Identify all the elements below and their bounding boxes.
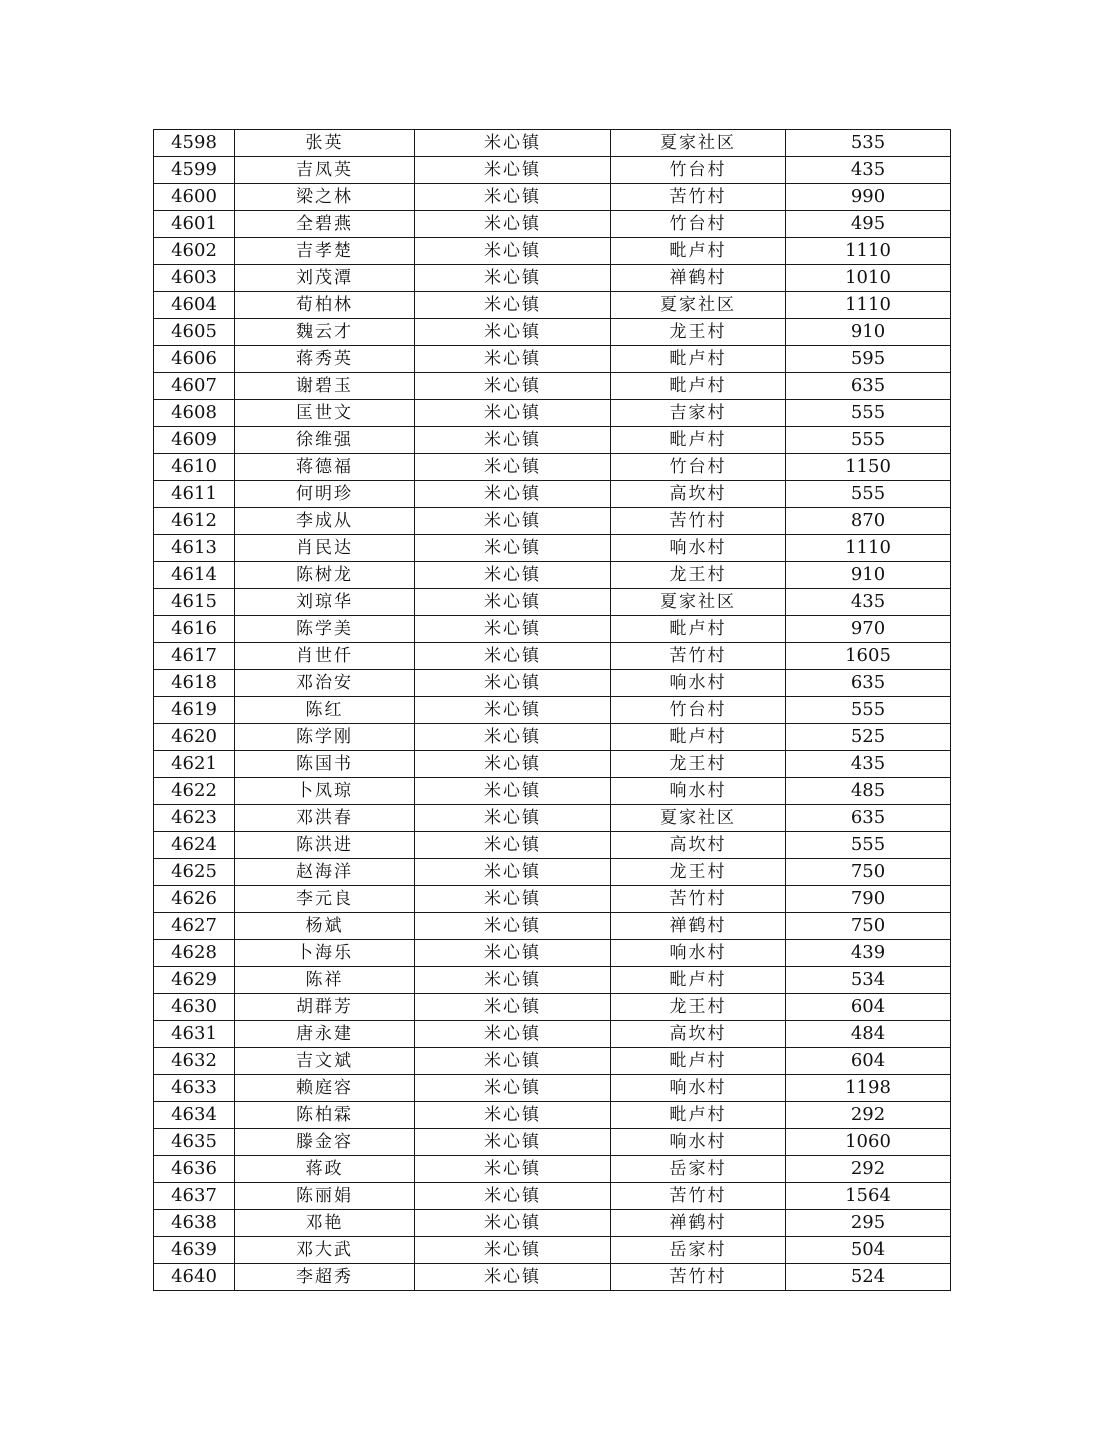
name-cell: 卜凤琼	[235, 778, 415, 805]
village-cell: 夏家社区	[611, 589, 786, 616]
table-row	[154, 832, 951, 859]
amount-cell: 495	[786, 211, 951, 238]
name-cell: 吉文斌	[235, 1048, 415, 1075]
id-cell: 4624	[154, 832, 235, 859]
table-row	[154, 562, 951, 589]
village-cell: 夏家社区	[611, 292, 786, 319]
village-cell: 苦竹村	[611, 508, 786, 535]
amount-cell: 435	[786, 751, 951, 778]
town-cell: 米心镇	[415, 886, 611, 913]
amount-cell: 1605	[786, 643, 951, 670]
table-row	[154, 508, 951, 535]
village-cell: 毗卢村	[611, 967, 786, 994]
id-cell: 4611	[154, 481, 235, 508]
id-cell: 4639	[154, 1237, 235, 1264]
amount-cell: 1110	[786, 292, 951, 319]
amount-cell: 990	[786, 184, 951, 211]
id-cell: 4637	[154, 1183, 235, 1210]
town-cell: 米心镇	[415, 670, 611, 697]
town-cell: 米心镇	[415, 535, 611, 562]
id-cell: 4613	[154, 535, 235, 562]
id-cell: 4630	[154, 994, 235, 1021]
village-cell: 毗卢村	[611, 427, 786, 454]
village-cell: 夏家社区	[611, 805, 786, 832]
town-cell: 米心镇	[415, 751, 611, 778]
village-cell: 竹台村	[611, 454, 786, 481]
town-cell: 米心镇	[415, 373, 611, 400]
table-row	[154, 670, 951, 697]
village-cell: 毗卢村	[611, 1048, 786, 1075]
village-cell: 苦竹村	[611, 184, 786, 211]
name-cell: 陈祥	[235, 967, 415, 994]
town-cell: 米心镇	[415, 265, 611, 292]
table-row	[154, 697, 951, 724]
amount-cell: 1564	[786, 1183, 951, 1210]
name-cell: 徐维强	[235, 427, 415, 454]
table-row	[154, 1021, 951, 1048]
name-cell: 赖庭容	[235, 1075, 415, 1102]
village-cell: 龙王村	[611, 859, 786, 886]
village-cell: 吉家村	[611, 400, 786, 427]
village-cell: 响水村	[611, 778, 786, 805]
id-cell: 4614	[154, 562, 235, 589]
id-cell: 4607	[154, 373, 235, 400]
name-cell: 赵海洋	[235, 859, 415, 886]
table-row	[154, 616, 951, 643]
table-row	[154, 1264, 951, 1291]
amount-cell: 485	[786, 778, 951, 805]
village-cell: 毗卢村	[611, 616, 786, 643]
name-cell: 吉孝楚	[235, 238, 415, 265]
name-cell: 杨斌	[235, 913, 415, 940]
table-row	[154, 751, 951, 778]
village-cell: 响水村	[611, 670, 786, 697]
table-row	[154, 346, 951, 373]
table-row	[154, 940, 951, 967]
id-cell: 4616	[154, 616, 235, 643]
town-cell: 米心镇	[415, 589, 611, 616]
amount-cell: 555	[786, 481, 951, 508]
table-row	[154, 1129, 951, 1156]
town-cell: 米心镇	[415, 994, 611, 1021]
village-cell: 高坎村	[611, 832, 786, 859]
village-cell: 毗卢村	[611, 724, 786, 751]
town-cell: 米心镇	[415, 292, 611, 319]
id-cell: 4632	[154, 1048, 235, 1075]
amount-cell: 1198	[786, 1075, 951, 1102]
village-cell: 龙王村	[611, 994, 786, 1021]
town-cell: 米心镇	[415, 778, 611, 805]
town-cell: 米心镇	[415, 805, 611, 832]
id-cell: 4626	[154, 886, 235, 913]
town-cell: 米心镇	[415, 697, 611, 724]
village-cell: 岳家村	[611, 1237, 786, 1264]
amount-cell: 1010	[786, 265, 951, 292]
id-cell: 4623	[154, 805, 235, 832]
amount-cell: 1110	[786, 238, 951, 265]
id-cell: 4640	[154, 1264, 235, 1291]
town-cell: 米心镇	[415, 724, 611, 751]
name-cell: 邓治安	[235, 670, 415, 697]
village-cell: 禅鹤村	[611, 1210, 786, 1237]
town-cell: 米心镇	[415, 1183, 611, 1210]
table-row	[154, 130, 951, 157]
village-cell: 毗卢村	[611, 238, 786, 265]
table-row	[154, 1210, 951, 1237]
table-row	[154, 724, 951, 751]
village-cell: 苦竹村	[611, 643, 786, 670]
amount-cell: 870	[786, 508, 951, 535]
name-cell: 刘琼华	[235, 589, 415, 616]
table-row	[154, 373, 951, 400]
id-cell: 4599	[154, 157, 235, 184]
name-cell: 谢碧玉	[235, 373, 415, 400]
table-row	[154, 643, 951, 670]
id-cell: 4618	[154, 670, 235, 697]
town-cell: 米心镇	[415, 454, 611, 481]
town-cell: 米心镇	[415, 1237, 611, 1264]
id-cell: 4610	[154, 454, 235, 481]
amount-cell: 555	[786, 427, 951, 454]
town-cell: 米心镇	[415, 562, 611, 589]
name-cell: 李超秀	[235, 1264, 415, 1291]
village-cell: 响水村	[611, 535, 786, 562]
table-row	[154, 427, 951, 454]
village-cell: 竹台村	[611, 697, 786, 724]
id-cell: 4609	[154, 427, 235, 454]
town-cell: 米心镇	[415, 1156, 611, 1183]
amount-cell: 295	[786, 1210, 951, 1237]
amount-cell: 439	[786, 940, 951, 967]
name-cell: 李成从	[235, 508, 415, 535]
name-cell: 肖世仟	[235, 643, 415, 670]
name-cell: 陈学美	[235, 616, 415, 643]
amount-cell: 484	[786, 1021, 951, 1048]
name-cell: 李元良	[235, 886, 415, 913]
village-cell: 毗卢村	[611, 346, 786, 373]
amount-cell: 1150	[786, 454, 951, 481]
amount-cell: 292	[786, 1156, 951, 1183]
table-row	[154, 1048, 951, 1075]
village-cell: 苦竹村	[611, 886, 786, 913]
name-cell: 张英	[235, 130, 415, 157]
village-cell: 龙王村	[611, 319, 786, 346]
id-cell: 4635	[154, 1129, 235, 1156]
name-cell: 陈国书	[235, 751, 415, 778]
name-cell: 邓大武	[235, 1237, 415, 1264]
village-cell: 龙王村	[611, 751, 786, 778]
amount-cell: 524	[786, 1264, 951, 1291]
id-cell: 4603	[154, 265, 235, 292]
table-row	[154, 859, 951, 886]
town-cell: 米心镇	[415, 427, 611, 454]
name-cell: 胡群芳	[235, 994, 415, 1021]
amount-cell: 635	[786, 373, 951, 400]
id-cell: 4633	[154, 1075, 235, 1102]
village-cell: 苦竹村	[611, 1183, 786, 1210]
id-cell: 4605	[154, 319, 235, 346]
table-body	[154, 130, 951, 1291]
data-table	[153, 129, 951, 1291]
name-cell: 陈柏霖	[235, 1102, 415, 1129]
amount-cell: 790	[786, 886, 951, 913]
town-cell: 米心镇	[415, 859, 611, 886]
amount-cell: 435	[786, 589, 951, 616]
table-row	[154, 886, 951, 913]
table-row	[154, 319, 951, 346]
amount-cell: 970	[786, 616, 951, 643]
amount-cell: 555	[786, 400, 951, 427]
id-cell: 4627	[154, 913, 235, 940]
table-row	[154, 805, 951, 832]
town-cell: 米心镇	[415, 643, 611, 670]
table-row	[154, 184, 951, 211]
table-row	[154, 1183, 951, 1210]
name-cell: 何明珍	[235, 481, 415, 508]
id-cell: 4601	[154, 211, 235, 238]
amount-cell: 750	[786, 859, 951, 886]
village-cell: 响水村	[611, 1129, 786, 1156]
town-cell: 米心镇	[415, 130, 611, 157]
town-cell: 米心镇	[415, 238, 611, 265]
amount-cell: 910	[786, 319, 951, 346]
id-cell: 4608	[154, 400, 235, 427]
town-cell: 米心镇	[415, 184, 611, 211]
name-cell: 蒋政	[235, 1156, 415, 1183]
village-cell: 响水村	[611, 1075, 786, 1102]
id-cell: 4612	[154, 508, 235, 535]
id-cell: 4634	[154, 1102, 235, 1129]
name-cell: 陈丽娟	[235, 1183, 415, 1210]
amount-cell: 604	[786, 994, 951, 1021]
town-cell: 米心镇	[415, 1102, 611, 1129]
village-cell: 高坎村	[611, 481, 786, 508]
id-cell: 4638	[154, 1210, 235, 1237]
id-cell: 4631	[154, 1021, 235, 1048]
table-row	[154, 1156, 951, 1183]
id-cell: 4604	[154, 292, 235, 319]
table-row	[154, 1237, 951, 1264]
id-cell: 4606	[154, 346, 235, 373]
table-row	[154, 238, 951, 265]
town-cell: 米心镇	[415, 1210, 611, 1237]
id-cell: 4598	[154, 130, 235, 157]
name-cell: 陈学刚	[235, 724, 415, 751]
table-row	[154, 589, 951, 616]
amount-cell: 910	[786, 562, 951, 589]
amount-cell: 535	[786, 130, 951, 157]
table-row	[154, 913, 951, 940]
village-cell: 毗卢村	[611, 373, 786, 400]
amount-cell: 504	[786, 1237, 951, 1264]
name-cell: 滕金容	[235, 1129, 415, 1156]
town-cell: 米心镇	[415, 967, 611, 994]
name-cell: 陈洪进	[235, 832, 415, 859]
village-cell: 苦竹村	[611, 1264, 786, 1291]
town-cell: 米心镇	[415, 616, 611, 643]
town-cell: 米心镇	[415, 1129, 611, 1156]
amount-cell: 555	[786, 832, 951, 859]
id-cell: 4615	[154, 589, 235, 616]
town-cell: 米心镇	[415, 832, 611, 859]
name-cell: 蒋秀英	[235, 346, 415, 373]
town-cell: 米心镇	[415, 400, 611, 427]
village-cell: 毗卢村	[611, 1102, 786, 1129]
table-row	[154, 265, 951, 292]
amount-cell: 525	[786, 724, 951, 751]
id-cell: 4600	[154, 184, 235, 211]
id-cell: 4619	[154, 697, 235, 724]
table-row	[154, 292, 951, 319]
id-cell: 4629	[154, 967, 235, 994]
table-row	[154, 778, 951, 805]
amount-cell: 534	[786, 967, 951, 994]
id-cell: 4636	[154, 1156, 235, 1183]
table-row	[154, 400, 951, 427]
name-cell: 唐永建	[235, 1021, 415, 1048]
name-cell: 肖民达	[235, 535, 415, 562]
id-cell: 4602	[154, 238, 235, 265]
name-cell: 梁之林	[235, 184, 415, 211]
town-cell: 米心镇	[415, 1048, 611, 1075]
amount-cell: 635	[786, 805, 951, 832]
table-row	[154, 967, 951, 994]
village-cell: 夏家社区	[611, 130, 786, 157]
name-cell: 邓艳	[235, 1210, 415, 1237]
town-cell: 米心镇	[415, 1021, 611, 1048]
town-cell: 米心镇	[415, 1075, 611, 1102]
name-cell: 陈红	[235, 697, 415, 724]
town-cell: 米心镇	[415, 940, 611, 967]
name-cell: 全碧燕	[235, 211, 415, 238]
id-cell: 4617	[154, 643, 235, 670]
id-cell: 4621	[154, 751, 235, 778]
table-row	[154, 1075, 951, 1102]
table-row	[154, 211, 951, 238]
town-cell: 米心镇	[415, 508, 611, 535]
name-cell: 刘茂潭	[235, 265, 415, 292]
amount-cell: 595	[786, 346, 951, 373]
village-cell: 禅鹤村	[611, 265, 786, 292]
table-row	[154, 994, 951, 1021]
name-cell: 魏云才	[235, 319, 415, 346]
town-cell: 米心镇	[415, 913, 611, 940]
amount-cell: 435	[786, 157, 951, 184]
village-cell: 岳家村	[611, 1156, 786, 1183]
amount-cell: 292	[786, 1102, 951, 1129]
town-cell: 米心镇	[415, 346, 611, 373]
amount-cell: 1110	[786, 535, 951, 562]
name-cell: 吉凤英	[235, 157, 415, 184]
name-cell: 匡世文	[235, 400, 415, 427]
village-cell: 龙王村	[611, 562, 786, 589]
table-row	[154, 157, 951, 184]
table-row	[154, 1102, 951, 1129]
amount-cell: 604	[786, 1048, 951, 1075]
id-cell: 4620	[154, 724, 235, 751]
town-cell: 米心镇	[415, 481, 611, 508]
amount-cell: 750	[786, 913, 951, 940]
name-cell: 卜海乐	[235, 940, 415, 967]
id-cell: 4625	[154, 859, 235, 886]
name-cell: 荀柏林	[235, 292, 415, 319]
table-row	[154, 454, 951, 481]
town-cell: 米心镇	[415, 319, 611, 346]
village-cell: 竹台村	[611, 157, 786, 184]
amount-cell: 1060	[786, 1129, 951, 1156]
amount-cell: 555	[786, 697, 951, 724]
amount-cell: 635	[786, 670, 951, 697]
town-cell: 米心镇	[415, 1264, 611, 1291]
village-cell: 禅鹤村	[611, 913, 786, 940]
town-cell: 米心镇	[415, 211, 611, 238]
name-cell: 陈树龙	[235, 562, 415, 589]
village-cell: 竹台村	[611, 211, 786, 238]
village-cell: 响水村	[611, 940, 786, 967]
id-cell: 4628	[154, 940, 235, 967]
name-cell: 邓洪春	[235, 805, 415, 832]
name-cell: 蒋德福	[235, 454, 415, 481]
village-cell: 高坎村	[611, 1021, 786, 1048]
id-cell: 4622	[154, 778, 235, 805]
table-row	[154, 481, 951, 508]
town-cell: 米心镇	[415, 157, 611, 184]
table-row	[154, 535, 951, 562]
